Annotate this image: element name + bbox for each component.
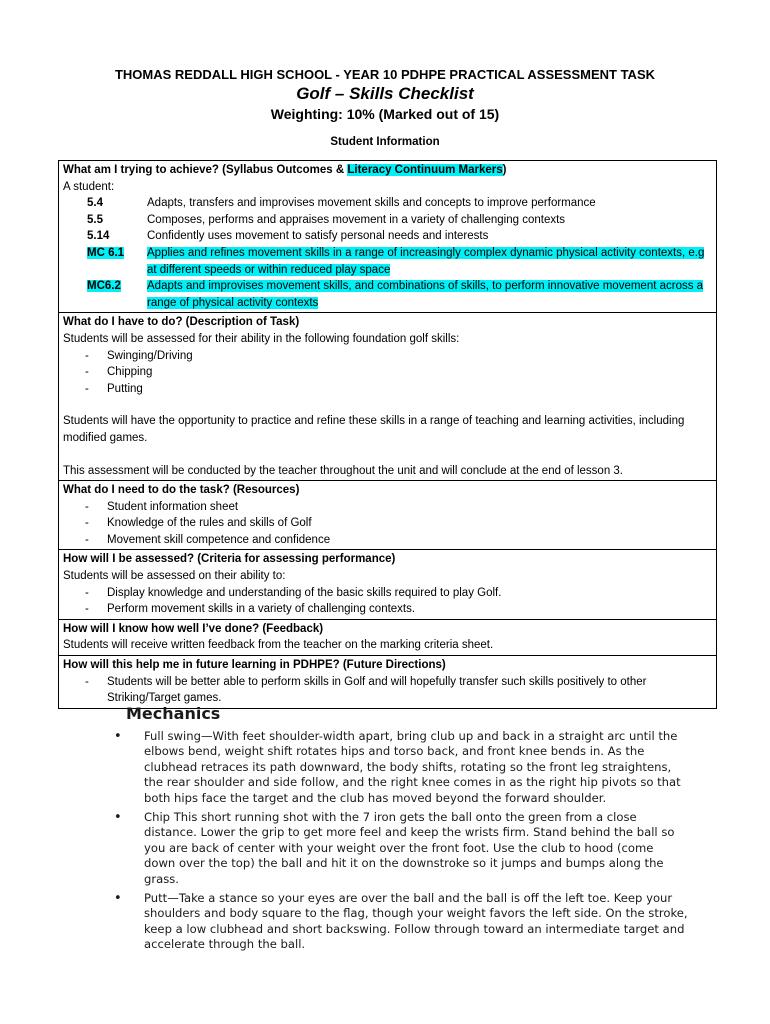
task-heading: What do I have to do? (Description of Task) bbox=[63, 316, 300, 329]
outcome-row-highlighted: MC6.2 Adapts and improvises movement skills, and combinations of skills, to perform innovative movement across a range of physical activity contexts bbox=[87, 280, 704, 309]
task-section bbox=[59, 312, 716, 480]
task-paragraph: This assessment will be conducted by the teacher throughout the unit and will conclude at the end of lesson 3. bbox=[63, 464, 624, 477]
bullet-icon: • bbox=[114, 810, 122, 826]
outcome-row-highlighted: MC 6.1 Applies and refines movement skills in a range of increasingly complex dynamic physical activity contexts, e.g at different speeds or within reduced play space bbox=[87, 246, 705, 276]
list-item: • Full swing—With feet shoulder-width apart, bring club up and back in a straight arc until the elbows bend, weight shift rotates hips and torso back, and front knee bends in. As the clubhead retraces its path downward, the body shifts, rotating so the front leg straightens, the rear shoulder and side follow, and the right knee comes in as the right hip pivots so that both hips face the target and the club has moved beyond the forward shoulder. bbox=[108, 729, 688, 806]
feedback-section bbox=[59, 619, 716, 655]
criteria-intro: Students will be assessed on their ability to: bbox=[63, 570, 286, 583]
achieve-heading: What am I trying to achieve? (Syllabus Outcomes & Literacy Continuum Markers) bbox=[63, 164, 507, 176]
page-title: Golf – Skills Checklist bbox=[296, 84, 474, 103]
list-item: - Swinging/Driving bbox=[85, 349, 193, 362]
list-item: - Student information sheet bbox=[85, 500, 239, 513]
list-item: - Movement skill competence and confidence bbox=[85, 533, 331, 546]
feedback-heading: How will I know how well I’ve done? (Feedback) bbox=[63, 622, 324, 635]
list-item: - Display knowledge and understanding of the basic skills required to play Golf. bbox=[85, 586, 502, 599]
resources-heading: What do I need to do the task? (Resources) bbox=[63, 484, 300, 497]
list-item: • Putt—Take a stance so your eyes are over the ball and the ball is off the left toe. Keep your shoulders and body square to the flag, though your weight favors the left side. On the stroke, keep a low clubhead and short backswing. Follow through toward an intermediate target and accelerate through the ball. bbox=[108, 891, 688, 953]
outcome-row: 5.14 Confidently uses movement to satisfy personal needs and interests bbox=[87, 230, 489, 243]
list-item: • Chip This short running shot with the 7 iron gets the ball onto the green from a close distance. Lower the grip to get more feel and keep the wrists firm. Stand behind the ball so you are back of center with your weight over the front foot. Use the club to hood (come down over the top) the ball and hit it on the downstroke so it jumps and bumps along the grass. bbox=[108, 810, 688, 887]
student-info-heading: Student Information bbox=[330, 136, 440, 148]
resources-section bbox=[59, 480, 716, 549]
feedback-text: Students will receive written feedback from the teacher on the marking criteria sheet. bbox=[63, 639, 494, 652]
achieve-section bbox=[59, 161, 716, 312]
list-item: - Students will be better able to perform skills in Golf and will hopefully transfer such skills positively to other Striking/Target games. bbox=[85, 675, 647, 705]
list-item: - Chipping bbox=[85, 366, 153, 379]
task-intro: Students will be assessed for their ability in the following foundation golf skills: bbox=[63, 332, 460, 345]
list-item: - Knowledge of the rules and skills of Golf bbox=[85, 517, 312, 530]
outcome-row: 5.5 Composes, performs and appraises movement in a variety of challenging contexts bbox=[87, 213, 566, 226]
list-item: - Perform movement skills in a variety of challenging contexts. bbox=[85, 603, 416, 616]
achieve-intro: A student: bbox=[63, 180, 115, 193]
bullet-icon: • bbox=[114, 891, 122, 907]
weighting: Weighting: 10% (Marked out of 15) bbox=[270, 106, 500, 122]
school-title: THOMAS REDDALL HIGH SCHOOL - YEAR 10 PDHPE PRACTICAL ASSESSMENT TASK bbox=[114, 67, 656, 82]
task-paragraph: Students will have the opportunity to practice and refine these skills in a range of teaching and learning activities, including modified games. bbox=[63, 415, 685, 444]
criteria-heading: How will I be assessed? (Criteria for assessing performance) bbox=[63, 553, 396, 566]
document-header bbox=[0, 66, 770, 150]
outcome-row: 5.4 Adapts, transfers and improvises movement skills and concepts to improve performance bbox=[87, 197, 596, 210]
literacy-markers-highlight: Literacy Continuum Markers bbox=[347, 164, 503, 176]
criteria-section bbox=[59, 549, 716, 618]
future-heading: How will this help me in future learning in PDHPE? (Future Directions) bbox=[63, 659, 446, 672]
mechanics-section bbox=[108, 703, 688, 953]
information-table bbox=[58, 160, 717, 709]
bullet-icon: • bbox=[114, 729, 122, 744]
mechanics-title: Mechanics bbox=[126, 704, 221, 723]
list-item: - Putting bbox=[85, 382, 143, 395]
future-section bbox=[59, 655, 716, 708]
